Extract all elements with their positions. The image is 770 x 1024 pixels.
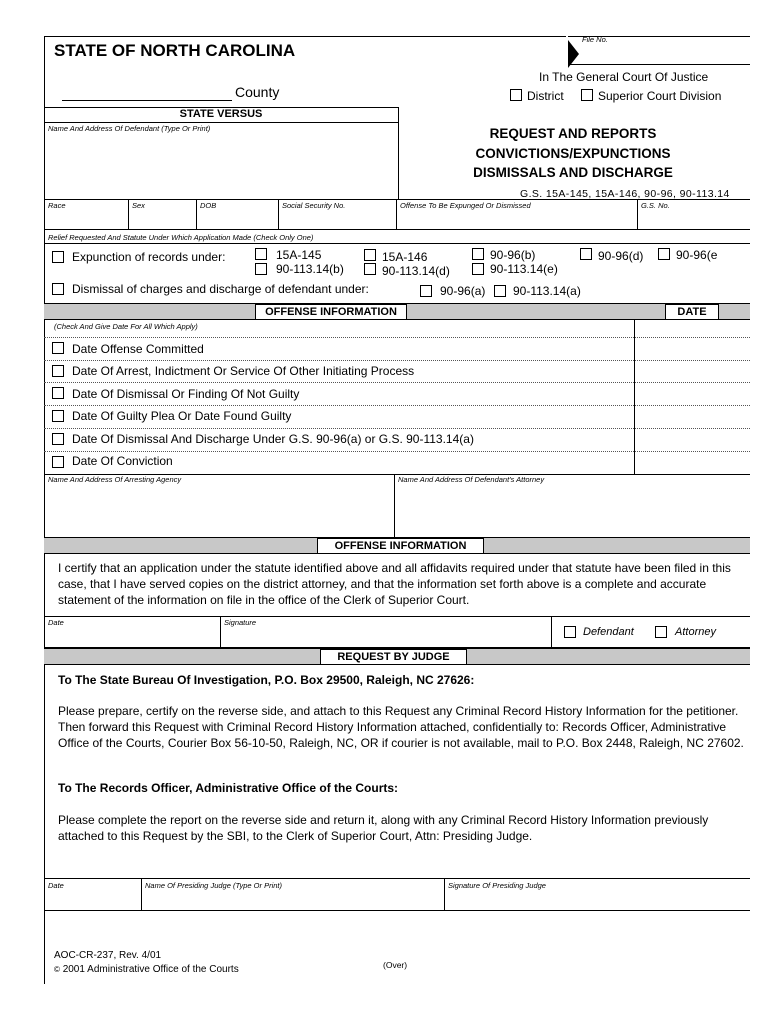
cert-sign-divider-2 <box>551 616 552 647</box>
offense-item-4-checkbox[interactable] <box>52 433 64 445</box>
gs-no-input[interactable] <box>641 212 750 228</box>
relief-header: Relief Requested And Statute Under Which Application Made (Check Only One) <box>48 233 314 242</box>
id-row-top-line <box>44 199 398 200</box>
offense-item-3-date-input[interactable] <box>638 409 750 427</box>
top-border <box>44 36 566 37</box>
district-checkbox[interactable] <box>510 89 522 101</box>
arresting-agency-label: Name And Address Of Arresting Agency <box>48 475 182 484</box>
opt-9096e-label: 90-96(e <box>676 248 718 262</box>
sbi-text: Please prepare, certify on the reverse side, and attach to this Request any Criminal Record History Information for the petitioner. Then forward this Request with Criminal Record History Information attached, confidentially to: Records Officer, Administrative Office of the Courts, Courier Box 56-10-50, Raleigh, NC, OR if courier is not available, mail to P.O. Box 2448, Raleigh, NC 27602. <box>58 704 744 750</box>
race-input[interactable] <box>48 212 128 228</box>
judge-sign-bottom-line <box>44 910 750 911</box>
ssn-input[interactable] <box>282 212 396 228</box>
defendant-checkbox[interactable] <box>564 626 576 638</box>
offense-info-title: OFFENSE INFORMATION <box>255 304 407 320</box>
copyright-icon: © <box>54 965 60 974</box>
offense-item-0-date-input[interactable] <box>638 341 750 359</box>
opt-9096a-label: 90-96(a) <box>440 284 486 298</box>
offense-item-4-date-input[interactable] <box>638 432 750 450</box>
court-title: In The General Court Of Justice <box>539 70 709 84</box>
sex-label: Sex <box>132 201 145 210</box>
race-label: Race <box>48 201 66 210</box>
id-divider-5 <box>637 199 638 229</box>
file-no-line <box>568 64 750 65</box>
gs-no-label: G.S. No. <box>641 201 670 210</box>
offense-item-5-label: Date Of Conviction <box>72 454 173 468</box>
offense-label: Offense To Be Expunged Or Dismissed <box>400 201 531 210</box>
certification-title: OFFENSE INFORMATION <box>317 538 484 554</box>
offense-row-line-3 <box>44 405 750 406</box>
judge-date-label: Date <box>48 881 64 890</box>
left-border <box>44 36 45 984</box>
offense-item-5-checkbox[interactable] <box>52 456 64 468</box>
judge-signature-label: Signature Of Presiding Judge <box>448 881 546 890</box>
district-label: District <box>527 89 564 103</box>
offense-row-line-4 <box>44 428 750 429</box>
defendant-label: Defendant <box>583 626 634 638</box>
dob-input[interactable] <box>200 212 278 228</box>
dismissal-label: Dismissal of charges and discharge of defendant under: <box>72 282 369 296</box>
opt-9096b-checkbox[interactable] <box>472 248 484 260</box>
offense-row-line-0 <box>44 337 750 338</box>
id-row-top-line-right <box>398 199 750 200</box>
judge-date-input[interactable] <box>48 892 141 909</box>
county-label: County <box>235 84 280 100</box>
copyright-line <box>54 964 239 975</box>
id-divider-3 <box>278 199 279 229</box>
state-title: STATE OF NORTH CAROLINA <box>54 41 296 60</box>
cert-sign-divider-1 <box>220 616 221 647</box>
opt-9011314b-checkbox[interactable] <box>255 263 267 275</box>
records-text: Please complete the report on the reverse side and return it, along with any Criminal Record History Information previously attached to this Request by the SBI, to the Clerk of Superior Court, Attn: Presiding Judge. <box>58 813 709 843</box>
date-header: DATE <box>665 304 719 320</box>
offense-item-3-label: Date Of Guilty Plea Or Date Found Guilty <box>72 409 292 423</box>
offense-item-0-label: Date Offense Committed <box>72 342 204 356</box>
relief-header-line <box>44 243 750 244</box>
opt-9096b-label: 90-96(b) <box>490 248 536 262</box>
opt-9011314e-checkbox[interactable] <box>472 263 484 275</box>
offense-item-2-checkbox[interactable] <box>52 387 64 399</box>
form-title-line1: REQUEST AND REPORTS <box>489 126 657 141</box>
opt-9011314d-label: 90-113.14(d) <box>382 264 450 278</box>
cert-date-label: Date <box>48 618 64 627</box>
cert-sign-top-line <box>44 616 750 617</box>
opt-15a146-label: 15A-146 <box>382 250 428 264</box>
judge-sign-divider-2 <box>444 878 445 910</box>
judge-sign-divider-1 <box>141 878 142 910</box>
offense-input[interactable] <box>400 212 637 228</box>
id-divider-2 <box>196 199 197 229</box>
request-by-judge-title: REQUEST BY JUDGE <box>320 649 467 665</box>
id-divider-1 <box>128 199 129 229</box>
form-title-line3: DISMISSALS AND DISCHARGE <box>473 165 673 180</box>
cert-date-input[interactable] <box>48 629 220 646</box>
judge-sign-top-line <box>44 878 750 879</box>
superior-court-checkbox[interactable] <box>581 89 593 101</box>
judge-signature-input[interactable] <box>448 892 750 909</box>
cert-signature-input[interactable] <box>224 629 550 646</box>
offense-item-0-checkbox[interactable] <box>52 342 64 354</box>
id-row-bottom-line <box>44 229 750 230</box>
dismissal-checkbox[interactable] <box>52 283 64 295</box>
opt-9011314b-label: 90-113.14(b) <box>276 262 344 276</box>
offense-item-1-date-input[interactable] <box>638 364 750 382</box>
offense-item-2-label: Date Of Dismissal Or Finding Of Not Guilty <box>72 387 300 401</box>
defendant-name-address-input[interactable] <box>48 136 396 198</box>
offense-row-line-2 <box>44 382 750 383</box>
expunction-label: Expunction of records under: <box>72 250 226 264</box>
attorney-label: Attorney <box>675 626 716 638</box>
offense-row-line-1 <box>44 360 750 361</box>
offense-item-2-date-input[interactable] <box>638 386 750 404</box>
ssn-label: Social Security No. <box>282 201 346 210</box>
county-input[interactable] <box>62 82 232 101</box>
offense-item-4-label: Date Of Dismissal And Discharge Under G.S. 90-96(a) or G.S. 90-113.14(a) <box>72 432 474 446</box>
form-title <box>400 124 746 183</box>
opt-9096e-checkbox[interactable] <box>658 248 670 260</box>
over-label: (Over) <box>383 960 408 970</box>
id-divider-4 <box>396 199 397 229</box>
offense-item-1-label: Date Of Arrest, Indictment Or Service Of Other Initiating Process <box>72 364 415 378</box>
opt-9011314a-label: 90-113.14(a) <box>513 284 581 298</box>
offense-instruction: (Check And Give Date For All Which Apply) <box>54 322 198 331</box>
opt-15a146-checkbox[interactable] <box>364 249 376 261</box>
form-number: AOC-CR-237, Rev. 4/01 <box>54 950 162 961</box>
attorney-address-input[interactable] <box>398 486 750 538</box>
form-statutes: G.S. 15A-145, 15A-146, 90-96, 90-113.14 <box>520 188 730 200</box>
state-versus: STATE VERSUS <box>179 108 263 120</box>
agency-divider <box>394 474 395 537</box>
opt-9011314d-checkbox[interactable] <box>364 263 376 275</box>
superior-court-label: Superior Court Division <box>598 89 722 103</box>
dob-label: DOB <box>200 201 217 210</box>
opt-9096d-checkbox[interactable] <box>580 248 592 260</box>
copyright-text: 2001 Administrative Office of the Courts <box>62 964 239 975</box>
sbi-heading: To The State Bureau Of Investigation, P.O. Box 29500, Raleigh, NC 27626: <box>58 673 475 687</box>
defendant-divider <box>398 107 399 199</box>
state-versus-bottom-line <box>44 122 398 123</box>
judge-name-label: Name Of Presiding Judge (Type Or Print) <box>145 881 282 890</box>
certification-text: I certify that an application under the statute identified above and all affidavits required under that statute have been filed in this case, that I have served copies on the district attorney, and that the information set forth above is a complete and accurate statement of the information on file in the office of the Clerk of Superior Court. <box>58 561 731 607</box>
expunction-checkbox[interactable] <box>52 251 64 263</box>
judge-name-input[interactable] <box>145 892 444 909</box>
records-heading: To The Records Officer, Administrative Office of the Courts: <box>58 781 399 795</box>
offense-item-1-checkbox[interactable] <box>52 365 64 377</box>
opt-9096a-checkbox[interactable] <box>420 285 432 297</box>
attorney-checkbox[interactable] <box>655 626 667 638</box>
offense-item-5-date-input[interactable] <box>638 455 750 473</box>
opt-9011314a-checkbox[interactable] <box>494 285 506 297</box>
opt-9011314e-label: 90-113.14(e) <box>490 262 558 276</box>
attorney-address-label: Name And Address Of Defendant's Attorney <box>398 475 545 484</box>
sex-input[interactable] <box>132 212 196 228</box>
offense-item-3-checkbox[interactable] <box>52 410 64 422</box>
defendant-label: Name And Address Of Defendant (Type Or Print) <box>48 124 211 133</box>
file-no-label: File No. <box>582 35 608 44</box>
opt-15a145-label: 15A-145 <box>276 248 322 262</box>
opt-15a145-checkbox[interactable] <box>255 248 267 260</box>
file-no-input[interactable] <box>600 42 744 62</box>
cert-signature-label: Signature <box>224 618 257 627</box>
form-title-line2: CONVICTIONS/EXPUNCTIONS <box>475 145 671 161</box>
offense-row-line-5 <box>44 451 750 452</box>
arresting-agency-input[interactable] <box>48 486 392 538</box>
opt-9096d-label: 90-96(d) <box>598 249 644 263</box>
